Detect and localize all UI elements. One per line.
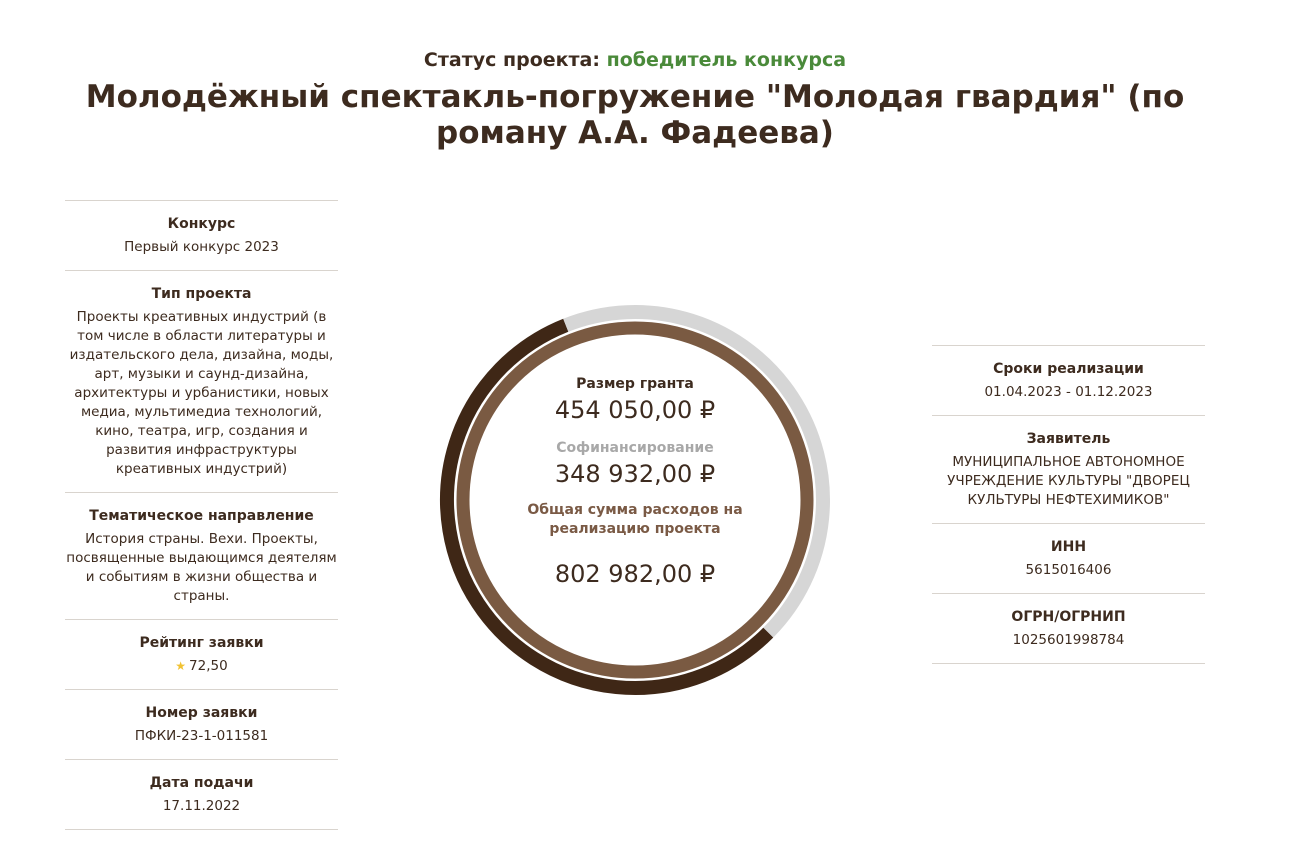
field-ogrn: [932, 593, 1205, 664]
field-value: История страны. Вехи. Проекты, посвященные выдающимся деятелям и событиям в жизни общества и страны.: [66, 531, 337, 604]
field-label: Заявитель: [1026, 431, 1111, 447]
field-value: 5615016406: [1025, 562, 1112, 578]
total-label: Общая сумма расходов на реализацию проекта: [527, 502, 743, 537]
field-value: [65, 657, 338, 676]
field-value: 01.04.2023 - 01.12.2023: [984, 384, 1153, 400]
field-label: Конкурс: [167, 216, 236, 232]
field-value: Первый конкурс 2023: [124, 239, 279, 255]
field-value: МУНИЦИПАЛЬНОЕ АВТОНОМНОЕ УЧРЕЖДЕНИЕ КУЛЬТУРЫ "ДВОРЕЦ КУЛЬТУРЫ НЕФТЕХИМИКОВ": [947, 454, 1190, 508]
field-applicant: [932, 415, 1205, 523]
field-label: Сроки реализации: [993, 361, 1144, 377]
field-label: Номер заявки: [145, 705, 258, 721]
page-title: Молодёжный спектакль-погружение "Молодая гвардия" (по роману А.А. Фадеева): [85, 79, 1185, 151]
project-status: [0, 49, 1270, 71]
field-application-number: [65, 689, 338, 759]
rating-value: 72,50: [189, 658, 228, 674]
star-icon: ★: [175, 659, 187, 673]
cofinancing-label: Софинансирование: [556, 440, 714, 456]
grant-label: Размер гранта: [576, 376, 694, 392]
field-project-type: [65, 270, 338, 492]
total-amount: 802 982,00 ₽: [554, 560, 716, 588]
field-value: 17.11.2022: [162, 798, 241, 814]
field-submission-date: [65, 759, 338, 830]
field-value: Проекты креативных индустрий (в том числе в области литературы и издательского дела, дизайна, моды, арт, музыки и саунд-дизайна, архитектуры и урбанистики, новых медиа, мультимедиа технологий, кино, театра, игр, создания и развития инфраструктуры креативных индустрий): [69, 309, 334, 477]
finance-summary: [490, 375, 780, 589]
field-label: ИНН: [1050, 539, 1087, 555]
status-prefix: Статус проекта:: [423, 49, 600, 71]
field-label: Дата подачи: [149, 775, 254, 791]
field-value: 1025601998784: [1012, 632, 1125, 648]
field-label: Тип проекта: [151, 286, 252, 302]
right-info-column: [932, 345, 1205, 664]
field-inn: [932, 523, 1205, 593]
cofinancing-amount: 348 932,00 ₽: [554, 460, 716, 488]
left-info-column: [65, 200, 338, 830]
field-implementation-period: [932, 345, 1205, 415]
field-label: Тематическое направление: [89, 508, 314, 524]
field-value: ПФКИ-23-1-011581: [134, 728, 269, 744]
field-rating: [65, 619, 338, 689]
field-label: Рейтинг заявки: [139, 635, 264, 651]
status-value: победитель конкурса: [606, 49, 847, 71]
field-thematic-direction: [65, 492, 338, 619]
field-label: ОГРН/ОГРНИП: [1011, 609, 1126, 625]
grant-amount: 454 050,00 ₽: [554, 396, 716, 424]
field-contest: [65, 200, 338, 270]
